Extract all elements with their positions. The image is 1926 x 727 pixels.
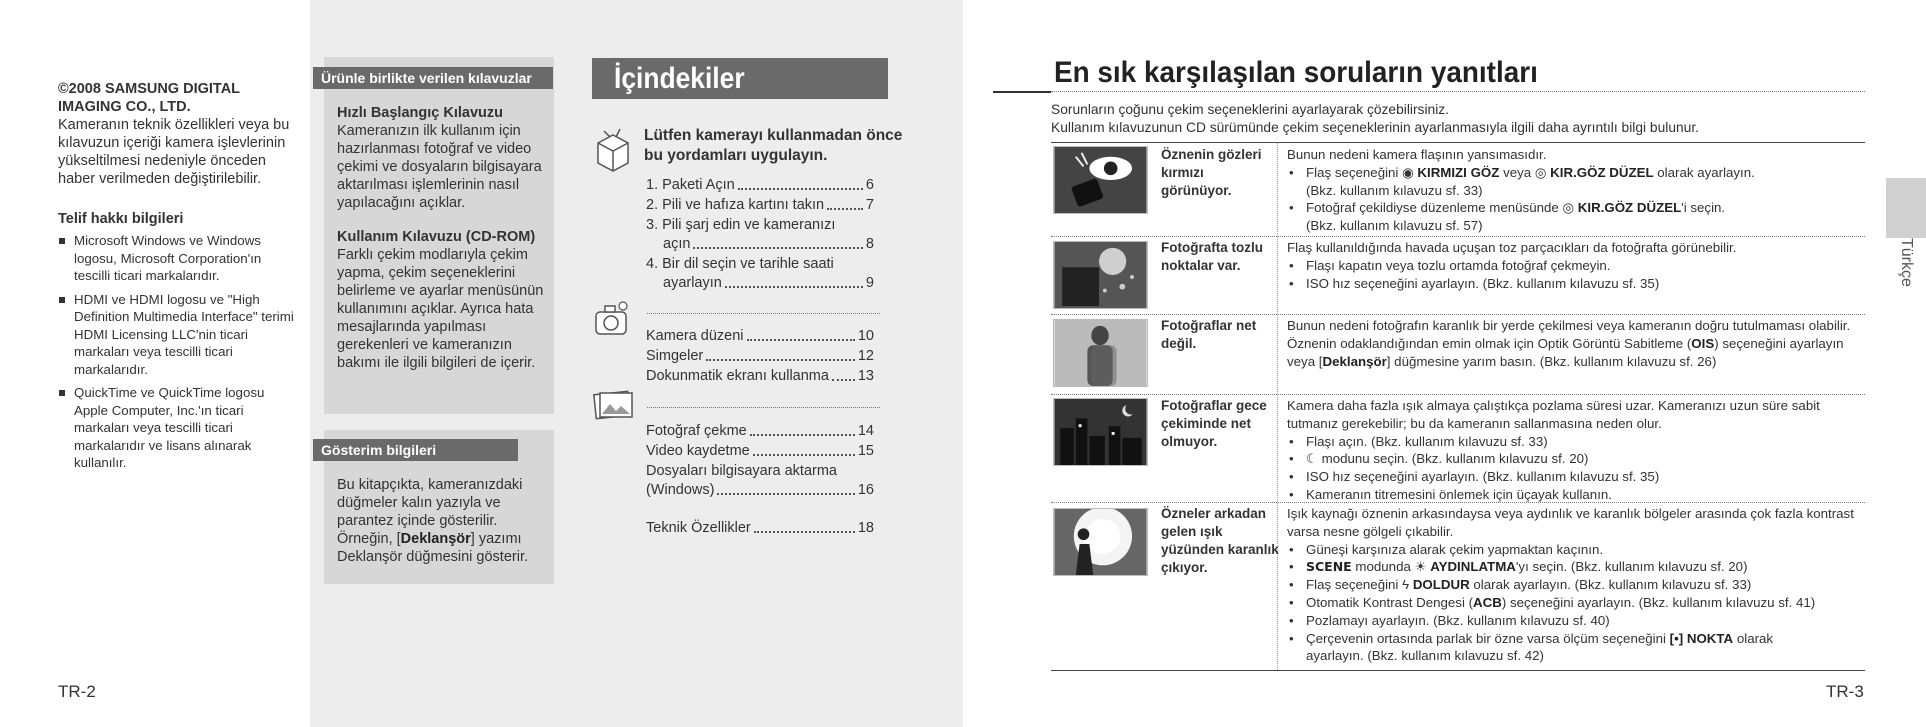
toc-transfer-line1[interactable]: Dosyaları bilgisayara aktarma: [646, 463, 837, 479]
toc-camera-layout[interactable]: Kamera düzeni 10: [646, 328, 874, 344]
quick-guide-text: Kameranızın ilk kullanım için hazırlanması fotoğraf ve video çekimi ve dosyaların bilgisayara aktarılması işlemlerinin nasıl yapılacağını açıklar.: [337, 123, 542, 211]
camera-icon: [593, 298, 633, 340]
toc-intro: Lütfen kamerayı kullanmadan önce bu yordamları uygulayın.: [644, 127, 903, 164]
eye-fix-icon: ◎: [1534, 164, 1551, 180]
photos-icon: [593, 387, 635, 423]
list-item: QuickTime ve QuickTime logosu Apple Computer, Inc.'ın ticari markaları veya tescilli ticari markalarıdır ve lisans alınarak kullanılır.: [58, 384, 298, 472]
faq-question: Fotoğraflar gece çekiminde net olmuyor.: [1161, 398, 1267, 449]
spot-metering-icon: [•]: [1669, 630, 1687, 646]
list-item: • Flaşı açın. (Bkz. kullanım kılavuzu sf. 33): [1287, 433, 1867, 451]
language-tab-marker: [1886, 178, 1926, 238]
list-item: • SCENE modunda ☀ AYDINLATMA'yı seçin. (Bkz. kullanım kılavuzu sf. 20): [1287, 558, 1867, 576]
faq-row-night: [1051, 394, 1865, 502]
list-item: • Flaş seçeneğini ϟ DOLDUR olarak ayarlayın. (Bkz. kullanım kılavuzu sf. 33): [1287, 576, 1867, 594]
title-underline: [1051, 91, 1865, 92]
backlight-icon: ☀: [1414, 559, 1431, 575]
table-bottom-rule: [1051, 670, 1865, 671]
dust-thumbnail: [1053, 241, 1148, 309]
backlight-thumbnail: [1053, 508, 1148, 576]
flash-icon: ϟ: [1402, 577, 1413, 593]
copyright-block: [58, 80, 298, 478]
list-item: • ISO hız seçeneğini ayarlayın. (Bkz. kullanım kılavuzu sf. 35): [1287, 275, 1867, 293]
manuals-box-text: [337, 104, 549, 372]
toc-title: İçindekiler: [592, 58, 888, 99]
faq-answer: Kamera daha fazla ışık almaya çalıştıkça pozlama süresi uzar. Kameranızı uzun süre sabit tutmanız gerekebilir; bu da kameranın sallanmasına neden olur. • Flaşı açın. (Bkz. kullanım kılavuzu sf. 33) • ☾ modunu seçin. (Bkz. kullanım kılavuzu sf. 20) • ISO hız seçeneğini ayarlayın. (Bkz. kullanım kılavuzu sf. 35) • Kameranın titremesini önlemek için üçayak kullanın.: [1287, 397, 1867, 504]
rights-list: [58, 232, 298, 472]
toc-touch-screen[interactable]: Dokunmatik ekranı kullanma 13: [646, 368, 874, 384]
faq-question: Öznenin gözleri kırmızı görünüyor.: [1161, 147, 1262, 198]
toc-specifications[interactable]: Teknik Özellikler 18: [646, 520, 874, 536]
list-item: Microsoft Windows ve Windows logosu, Microsoft Corporation'ın tescilli ticari markalarıdır.: [58, 232, 298, 285]
list-item: • ISO hız seçeneğini ayarlayın. (Bkz. kullanım kılavuzu sf. 35): [1287, 468, 1867, 486]
blur-thumbnail: [1053, 319, 1148, 387]
title-rule: [993, 91, 1051, 93]
toc-step-4-line1[interactable]: 4. Bir dil seçin ve tarihle saati: [646, 256, 834, 272]
faq-row-dust: [1051, 236, 1865, 314]
list-item: • Fotoğraf çekildiyse düzenleme menüsünde ◎ KIR.GÖZ DÜZEL'i seçin. (Bkz. kullanım kılavuzu sf. 57): [1287, 199, 1867, 235]
list-item: • Güneşi karşınıza alarak çekim yapmaktan kaçının.: [1287, 541, 1867, 559]
list-item: • ☾ modunu seçin. (Bkz. kullanım kılavuzu sf. 20): [1287, 450, 1867, 468]
faq-intro: Sorunların çoğunu çekim seçeneklerini ayarlayarak çözebilirsiniz. Kullanım kılavuzunun CD sürümünde çekim seçeneklerinin ayarlanmasıyla ilgili daha ayrıntılı bilgi bulunur.: [1051, 102, 1700, 135]
quick-guide-title: Hızlı Başlangıç Kılavuzu: [337, 105, 503, 121]
user-manual-title: Kullanım Kılavuzu (CD-ROM): [337, 229, 536, 245]
red-eye-thumbnail: [1053, 146, 1148, 214]
list-item: • Çerçevenin ortasında parlak bir özne varsa ölçüm seçeneğini [•] NOKTA olarak ayarlayın. (Bkz. kullanım kılavuzu sf. 42): [1287, 630, 1867, 666]
copyright-heading: ©2008 SAMSUNG DIGITAL IMAGING CO., LTD.: [58, 81, 240, 115]
display-info-header: Gösterim bilgileri: [313, 439, 518, 461]
toc-step-3[interactable]: açın 8: [663, 236, 874, 252]
toc-recording-video[interactable]: Video kaydetme 15: [646, 443, 874, 459]
faq-row-backlight: [1051, 502, 1865, 670]
toc-icons[interactable]: Simgeler 12: [646, 348, 874, 364]
faq-answer: Işık kaynağı öznenin arkasındaysa veya aydınlık ve karanlık bölgeler arasında çok fazla kontrast varsa nesne gölgeli çıkabilir. • Güneşi karşınıza alarak çekim yapmaktan kaçının. • SCENE modunda ☀ AYDINLATMA'yı seçin. (Bkz. kullanım kılavuzu sf. 20) • Flaş seçeneğini ϟ DOLDUR olarak ayarlayın. (Bkz. kullanım kılavuzu sf. 33) • Otomatik Kontrast Dengesi (ACB) seçeneğini ayarlayın. (Bkz. kullanım kılavuzu sf. 41) • Pozlamayı ayarlayın. (Bkz. kullanım kılavuzu sf. 40) • Çerçevenin ortasında parlak bir özne varsa ölçüm seçeneğini [•] NOKTA olarak ayarlayın. (Bkz. kullanım kılavuzu sf. 42): [1287, 505, 1867, 665]
eye-icon: ◉: [1402, 164, 1418, 180]
faq-answer: Bunun nedeni kamera flaşının yansımasıdır. • Flaş seçeneğini ◉ KIRMIZI GÖZ veya ◎ KIR.GÖZ DÜZEL olarak ayarlayın. (Bkz. kullanım kılavuzu sf. 33) • Fotoğraf çekildiyse düzenleme menüsünde ◎ KIR.GÖZ DÜZEL'i seçin. (Bkz. kullanım kılavuzu sf. 57): [1287, 146, 1867, 235]
night-mode-icon: ☾: [1306, 451, 1322, 467]
faq-row-red-eye: [1051, 142, 1865, 236]
faq-answer: Flaş kullanıldığında havada uçuşan toz parçacıkları da fotoğrafta görünebilir. • Flaşı kapatın veya tozlu ortamda fotoğraf çekmeyin. • ISO hız seçeneğini ayarlayın. (Bkz. kullanım kılavuzu sf. 35): [1287, 239, 1867, 292]
faq-question: Fotoğrafta tozlu noktalar var.: [1161, 240, 1263, 273]
toc-step-2[interactable]: 2. Pili ve hafıza kartını takın 7: [646, 197, 874, 213]
faq-question: Fotoğraflar net değil.: [1161, 318, 1257, 351]
faq-row-blur: [1051, 314, 1865, 394]
copyright-body: Kameranın teknik özellikleri veya bu kılavuzun içeriği kamera işlevlerinin yükseltilmesi nedeniyle önceden haber verilmeden değiştirilebilir.: [58, 117, 290, 187]
list-item: • Flaşı kapatın veya tozlu ortamda fotoğraf çekmeyin.: [1287, 257, 1867, 275]
toc-separator: [647, 313, 880, 314]
rights-heading: Telif hakkı bilgileri: [58, 211, 184, 227]
list-item: • Otomatik Kontrast Dengesi (ACB) seçeneğini ayarlayın. (Bkz. kullanım kılavuzu sf. 41): [1287, 594, 1867, 612]
manuals-box-header: Ürünle birlikte verilen kılavuzlar: [313, 67, 553, 89]
list-item: • Flaş seçeneğini ◉ KIRMIZI GÖZ veya ◎ KIR.GÖZ DÜZEL olarak ayarlayın. (Bkz. kullanım kılavuzu sf. 33): [1287, 164, 1867, 200]
page-number-left: TR-2: [58, 682, 96, 701]
faq-question: Özneler arkadan gelen ışık yüzünden karanlık çıkıyor.: [1161, 506, 1279, 575]
toc-step-1[interactable]: 1. Paketi Açın 6: [646, 177, 874, 193]
box-icon: [594, 127, 632, 173]
list-item: • Pozlamayı ayarlayın. (Bkz. kullanım kılavuzu sf. 40): [1287, 612, 1867, 630]
page-number-right: TR-3: [1826, 682, 1864, 701]
toc-step-3-line1[interactable]: 3. Pili şarj edin ve kameranızı: [646, 217, 836, 233]
eye-fix-icon: ◎: [1562, 200, 1578, 216]
shutter-button-label: Deklanşör: [400, 531, 471, 547]
faq-answer: Bunun nedeni fotoğrafın karanlık bir yerde çekilmesi veya kameranın doğru tutulmaması olabilir. Öznenin odaklandığından emin olmak için Optik Görüntü Sabitleme (OIS) seçeneğini ayarlayın veya [Deklanşör] düğmesine yarım basın. (Bkz. kullanım kılavuzu sf. 26): [1287, 318, 1851, 369]
display-info-text: Bu kitapçıkta, kameranızdaki düğmeler kalın yazıyla ve parantez içinde gösterilir. Örneğin, [Deklanşör] yazımı Deklanşör düğmesini gösterir.: [337, 477, 529, 565]
user-manual-text: Farklı çekim modlarıyla çekim yapma, çekim seçeneklerini belirleme ve ayarlar menüsünün kullanımını açıklar. Ayrıca hata mesajlarında yapılması gerekenleri ve kameranızın bakımı ile ilgili bilgileri de içerir.: [337, 247, 544, 371]
toc-separator: [647, 407, 880, 408]
toc-transfer-files[interactable]: (Windows) 16: [646, 482, 874, 498]
language-tab[interactable]: Türkçe: [1898, 238, 1915, 287]
list-item: • Kameranın titremesini önlemek için üçayak kullanın.: [1287, 486, 1867, 504]
list-item: HDMI ve HDMI logosu ve "High Definition Multimedia Interface" terimi HDMI Licensing LLC'nin ticari markaları veya tescilli ticari markalarıdır.: [58, 291, 298, 379]
night-thumbnail: [1053, 398, 1148, 466]
faq-title: En sık karşılaşılan soruların yanıtları: [1054, 56, 1538, 89]
toc-step-4[interactable]: ayarlayın 9: [663, 275, 874, 291]
toc-taking-photo[interactable]: Fotoğraf çekme 14: [646, 423, 874, 439]
